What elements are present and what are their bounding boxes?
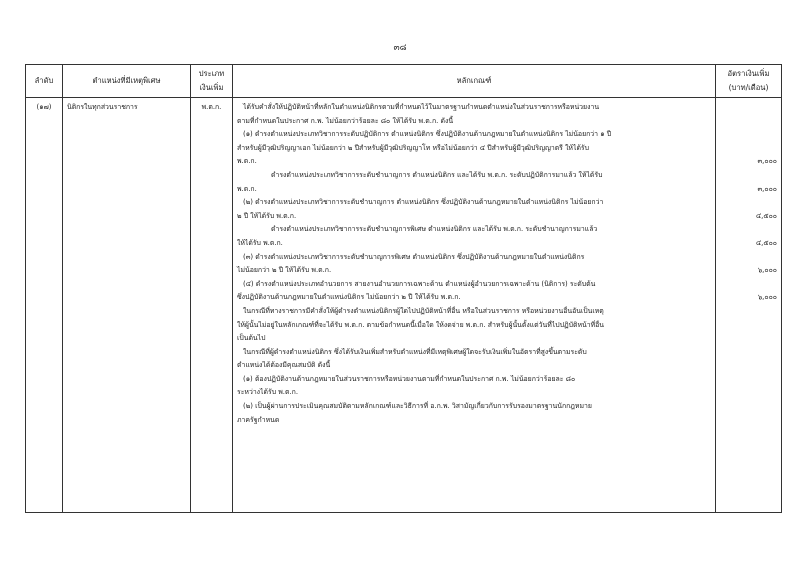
allowance-criteria-table: [25, 64, 782, 513]
criteria-line: ในกรณีที่ทางราชการมีคำสั่งให้ผู้ดำรงตำแหน่งนิติกรผู้ใดไปปฏิบัติหน้าที่อื่น หรือในส่วนราชการ หรือหน่วยงานอื่นอันเป็นเหตุ: [243, 306, 604, 315]
criteria-line: เป็นต้นไป: [237, 334, 266, 343]
rate-spacer: [720, 278, 777, 292]
rate-value: ๔,๕๐๐: [755, 238, 777, 247]
header-rate-line1: อัตราเงินเพิ่ม: [727, 69, 770, 78]
header-rate-line2: (บาท/เดือน): [728, 83, 769, 92]
table-header-row: [26, 65, 782, 98]
rate-spacer: [720, 196, 777, 210]
row-number: (๑๗): [26, 98, 63, 513]
criteria-line: ภาครัฐกำหนด: [237, 415, 280, 424]
criteria-line: ได้รับคำสั่งให้ปฏิบัติหน้าที่หลักในตำแหน่งนิติกรตามที่กำหนดไว้ในมาตรฐานกำหนดตำแหน่งในส่วนราชการหรือหน่วยงาน: [243, 103, 600, 111]
criteria-line: ให้ผู้นั้นไม่อยู่ในหลักเกณฑ์ที่จะได้รับ พ.ต.ก. ตามข้อกำหนดนี้เมื่อใด ให้งดจ่าย พ.ต.ก. สำหรับผู้นั้นตั้งแต่วันที่ไปปฏิบัติหน้าที่อื่น: [237, 320, 604, 329]
header-criteria: หลักเกณฑ์: [233, 65, 716, 98]
criteria-line: ซึ่งปฏิบัติงานด้านกฎหมายในตำแหน่งนิติกร ไม่น้อยกว่า ๒ ปี ให้ได้รับ พ.ต.ก.: [237, 293, 461, 302]
rate-value: ๖,๐๐๐: [757, 266, 777, 275]
rate-spacer: [720, 169, 777, 183]
row-position: นิติกรในทุกส่วนราชการ: [63, 98, 191, 513]
criteria-line: (๒) เป็นผู้ผ่านการประเมินคุณสมบัติตามหลักเกณฑ์และวิธีการที่ อ.ก.พ. วิสามัญเกี่ยวกับการรับรองมาตรฐานนักกฎหมาย: [243, 402, 592, 411]
rate-value: ๓,๐๐๐: [757, 184, 777, 193]
criteria-line: สำหรับผู้มีวุฒิปริญญาเอก ไม่น้อยกว่า ๒ ปีสำหรับผู้มีวุฒิปริญญาโท หรือไม่น้อยกว่า ๔ ปีสำหรับผู้มีวุฒิปริญญาตรี ให้ได้รับ: [237, 143, 589, 152]
criteria-line: พ.ต.ก.: [237, 157, 257, 166]
criteria-line: ระหว่างได้รับ พ.ต.ก.: [237, 388, 299, 397]
header-type: [191, 65, 233, 98]
page-number: ๓๘: [393, 43, 407, 53]
rate-spacer: [720, 142, 777, 156]
header-type-line2: เงินเพิ่ม: [199, 83, 224, 92]
criteria-line: พ.ต.ก.: [237, 184, 257, 193]
criteria-line: (๑) ดำรงตำแหน่งประเภทวิชาการระดับปฏิบัติการ ตำแหน่งนิติกร ซึ่งปฏิบัติงานด้านกฎหมายในตำแหน่งนิติกร ไม่น้อยกว่า ๑ ปี: [243, 130, 612, 139]
criteria-line: (๔) ดำรงตำแหน่งประเภทอำนวยการ สายงานอำนวยการเฉพาะด้าน ตำแหน่งผู้อำนวยการเฉพาะด้าน (นิติการ) ระดับต้น: [243, 279, 596, 288]
criteria-line: ไม่น้อยกว่า ๒ ปี ให้ได้รับ พ.ต.ก.: [237, 266, 332, 275]
criteria-line: ๒ ปี ให้ได้รับ พ.ต.ก.: [237, 211, 297, 220]
header-rate: [716, 65, 782, 98]
criteria-line: ดำรงตำแหน่งประเภทวิชาการระดับชำนาญการ ตำแหน่งนิติกร และได้รับ พ.ต.ก. ระดับปฏิบัติการมาแล้ว ให้ได้รับ: [271, 170, 603, 179]
criteria-line: (๒) ดำรงตำแหน่งประเภทวิชาการระดับชำนาญการ ตำแหน่งนิติกร ซึ่งปฏิบัติงานด้านกฎหมายในตำแหน่งนิติกร ไม่น้อยกว่า: [243, 198, 604, 207]
rate-spacer: [720, 101, 777, 115]
header-type-line1: ประเภท: [198, 69, 225, 78]
row-criteria: [233, 98, 716, 513]
header-position: ตำแหน่งที่มีเหตุพิเศษ: [63, 65, 191, 98]
header-no: ลำดับ: [26, 65, 63, 98]
criteria-line: ตามที่กำหนดในประกาศ ก.พ. ไม่น้อยกว่าร้อยละ ๘๐ ให้ได้รับ พ.ต.ก. ดังนี้: [237, 116, 454, 125]
row-allowance-type: พ.ต.ก.: [191, 98, 233, 513]
criteria-line: (๑) ต้องปฏิบัติงานด้านกฎหมายในส่วนราชการหรือหน่วยงานตามที่กำหนดในประกาศ ก.พ. ไม่น้อยกว่าร้อยละ ๘๐: [243, 374, 576, 383]
criteria-line: ดำรงตำแหน่งประเภทวิชาการระดับชำนาญการพิเศษ ตำแหน่งนิติกร และได้รับ พ.ต.ก. ระดับชำนาญการมาแล้ว: [271, 225, 598, 234]
row-rates: [716, 98, 782, 513]
rate-value: ๓,๐๐๐: [757, 157, 777, 166]
rate-spacer: [720, 251, 777, 265]
criteria-line: ในกรณีที่ผู้ดำรงตำแหน่งนิติกร ซึ่งได้รับเงินเพิ่มสำหรับตำแหน่งที่มีเหตุพิเศษผู้ใดจะรับเงินเพิ่มในอัตราที่สูงขึ้นตามระดับ: [243, 347, 587, 356]
rate-spacer: [720, 115, 777, 129]
table-row: [26, 98, 782, 513]
rate-value: ๖,๐๐๐: [757, 293, 777, 302]
rate-value: ๔,๕๐๐: [755, 211, 777, 220]
rate-spacer: [720, 128, 777, 142]
criteria-line: (๓) ดำรงตำแหน่งประเภทวิชาการระดับชำนาญการพิเศษ ตำแหน่งนิติกร ซึ่งปฏิบัติงานด้านกฎหมายในตำแหน่งนิติกร: [243, 252, 585, 261]
rate-spacer: [720, 223, 777, 237]
criteria-line: ให้ได้รับ พ.ต.ก.: [237, 238, 283, 247]
criteria-line: ตำแหน่งได้ต้องมีคุณสมบัติ ดังนี้: [237, 361, 331, 370]
